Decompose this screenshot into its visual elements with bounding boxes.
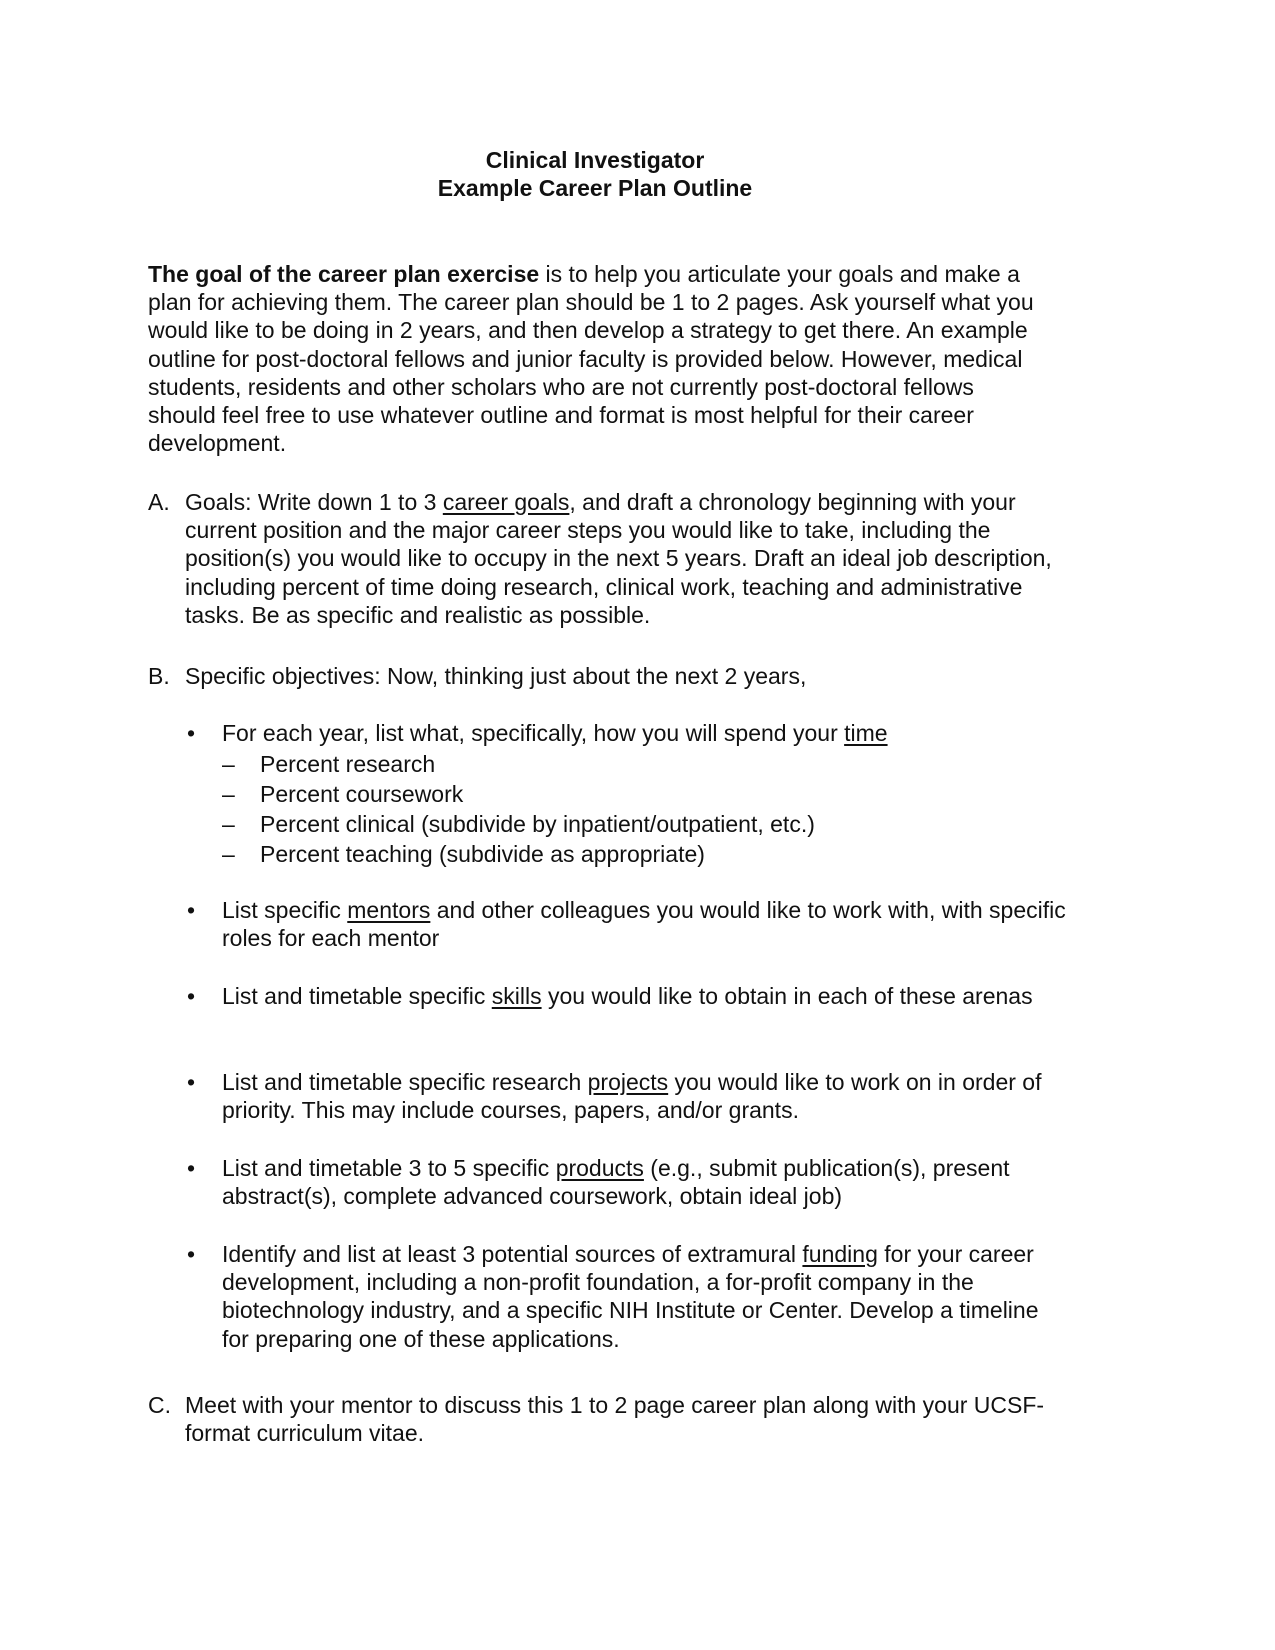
- bullet-icon: •: [187, 1069, 196, 1095]
- title-line-1: Clinical Investigator: [485, 147, 705, 173]
- bullet-text: [222, 1240, 1067, 1353]
- section-a-underlined: career goals: [442, 489, 570, 515]
- bullet-text-pre: For each year, list what, specifically, how you will spend your: [222, 720, 845, 746]
- section-a-letter: A.: [148, 489, 170, 515]
- sublist-item: [222, 779, 1067, 809]
- document-title: [0, 146, 1190, 202]
- bullet-text: [222, 1068, 1067, 1124]
- bullet-icon: •: [187, 720, 196, 746]
- bullet-item-products: [187, 1154, 1067, 1210]
- sublist-item-text: Percent teaching (subdivide as appropriate): [260, 841, 705, 868]
- bullet-text-pre: List specific: [222, 897, 348, 923]
- bullet-icon: •: [187, 1155, 196, 1181]
- bullet-text-post: (e.g., submit publication(s), present abstract(s), complete advanced coursework, obtain ideal job): [222, 1155, 1010, 1210]
- dash-icon: –: [222, 751, 235, 778]
- bullet-text-pre: List and timetable specific research: [222, 1069, 588, 1095]
- dash-icon: –: [222, 781, 235, 808]
- bullet-text-pre: List and timetable 3 to 5 specific: [222, 1155, 556, 1181]
- bullet-item-skills: [187, 982, 1067, 1010]
- bullet-text-underlined: mentors: [347, 897, 431, 923]
- section-b-body: Specific objectives: Now, thinking just about the next 2 years,: [185, 663, 807, 689]
- bullet-text-underlined: projects: [587, 1069, 669, 1095]
- bullet-text-underlined: skills: [491, 983, 542, 1009]
- bullet-item-mentors: [187, 896, 1067, 952]
- intro-paragraph: [148, 260, 1048, 457]
- bullet-text-pre: Identify and list at least 3 potential sources of extramural: [222, 1241, 803, 1267]
- intro-lead: The goal of the career plan exercise: [148, 261, 540, 287]
- bullet-text: [222, 896, 1067, 952]
- bullet-icon: •: [187, 983, 196, 1009]
- title-line-2: Example Career Plan Outline: [437, 175, 753, 201]
- bullet-text-post: you would like to obtain in each of these arenas: [541, 983, 1033, 1009]
- section-c-meeting: [148, 1391, 1068, 1447]
- time-sublist: [222, 749, 1067, 869]
- dash-icon: –: [222, 811, 235, 838]
- section-c-letter: C.: [148, 1392, 171, 1418]
- section-b-objectives: [148, 662, 1068, 690]
- bullet-text: [222, 719, 1067, 747]
- section-c-body: Meet with your mentor to discuss this 1 to 2 page career plan along with your UCSF-format curriculum vitae.: [185, 1392, 1045, 1447]
- sublist-item: [222, 839, 1067, 869]
- intro-text: is to help you articulate your goals and make a plan for achieving them. The career plan should be 1 to 2 pages. Ask yourself what you would like to be doing in 2 years, and then develop a strategy to get there. An example outline for post-doctoral fellows and junior faculty is provided below. However, medical students, residents and other scholars who are not currently post-doctoral fellows should feel free to use whatever outline and format is most helpful for their career development.: [148, 261, 1034, 457]
- section-a-pre: Goals: Write down 1 to 3: [185, 489, 443, 515]
- bullet-text: [222, 1154, 1067, 1210]
- sublist-item-text: Percent coursework: [260, 781, 464, 808]
- section-b-letter: B.: [148, 663, 170, 689]
- bullet-item-projects: [187, 1068, 1067, 1124]
- sublist-item-text: Percent clinical (subdivide by inpatient/outpatient, etc.): [260, 811, 815, 838]
- sublist-item: [222, 749, 1067, 779]
- bullet-text-underlined: time: [844, 720, 888, 746]
- section-a-goals: [148, 488, 1068, 629]
- bullet-text-underlined: funding: [802, 1241, 878, 1267]
- sublist-item: [222, 809, 1067, 839]
- sublist-item-text: Percent research: [260, 751, 436, 778]
- bullet-icon: •: [187, 1241, 196, 1267]
- dash-icon: –: [222, 841, 235, 868]
- bullet-text-underlined: products: [555, 1155, 644, 1181]
- section-a-post: , and draft a chronology beginning with your current position and the major career steps you would like to take, including the position(s) you would like to occupy in the next 5 years. Draft an ideal job description, including percent of time doing research, clinical work, teaching and administrative tasks. Be as specific and realistic as possible.: [185, 489, 1052, 628]
- bullet-text-post: and other colleagues you would like to work with, with specific roles for each mentor: [222, 897, 1066, 952]
- bullet-icon: •: [187, 897, 196, 923]
- bullet-item-time: [187, 719, 1067, 869]
- bullet-text-post: for your career development, including a non-profit foundation, a for-profit company in the biotechnology industry, and a specific NIH Institute or Center. Develop a timeline for preparing one of these applications.: [222, 1241, 1039, 1352]
- section-a-body: [185, 488, 1068, 629]
- bullet-text-pre: List and timetable specific: [222, 983, 492, 1009]
- bullet-text-post: you would like to work on in order of priority. This may include courses, papers, and/or grants.: [222, 1069, 1042, 1124]
- bullet-text: [222, 982, 1067, 1010]
- bullet-item-funding: [187, 1240, 1067, 1353]
